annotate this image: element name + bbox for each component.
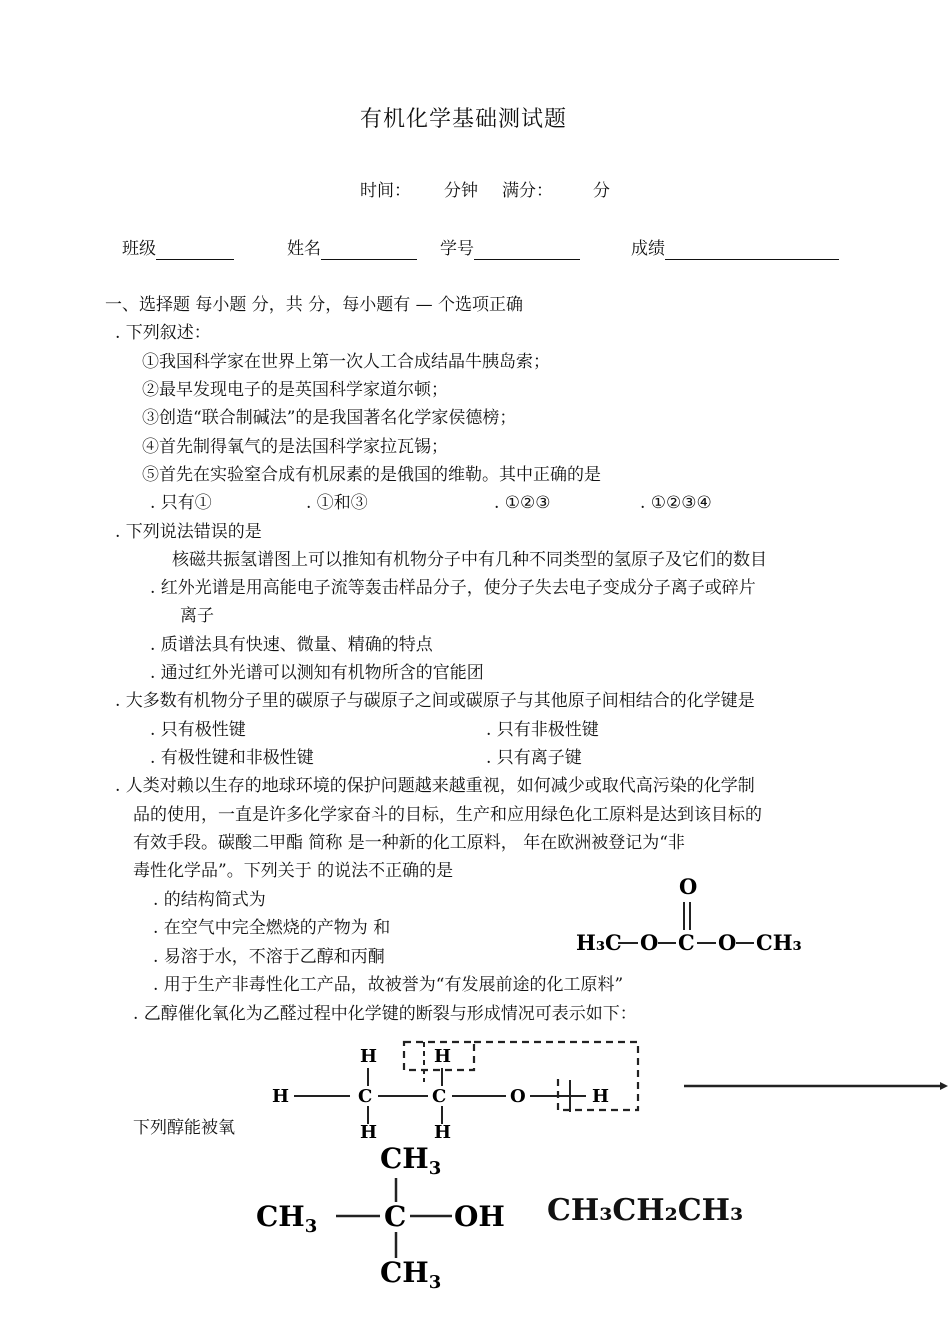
propane-formula: CH₃CH₂CH₃ <box>547 1193 744 1228</box>
id-field[interactable] <box>474 239 580 260</box>
q2-option-d[interactable]: . 通过红外光谱可以测知有机物所含的官能团 <box>150 663 484 683</box>
carbonyl-carbon: C <box>678 930 695 955</box>
q3-option-d[interactable]: . 只有离子键 <box>486 748 582 768</box>
q5-followup: 下列醇能被氧 <box>133 1118 235 1138</box>
name-label: 姓名 <box>287 239 321 259</box>
page-title: 有机化学基础测试题 <box>360 107 568 132</box>
h-atom: H <box>592 1086 610 1107</box>
methyl-bottom: $CH_3$ <box>380 1256 442 1290</box>
score-label: 成绩 <box>631 239 665 259</box>
q3-option-b[interactable]: . 只有非极性键 <box>486 720 599 740</box>
q4-stem: 有效手段。碳酸二甲酯 简称 是一种新的化工原料， 年在欧洲被登记为“非 <box>133 833 685 853</box>
q2-option-b-cont: 离子 <box>180 606 214 626</box>
methyl-top: $CH_3$ <box>380 1142 442 1179</box>
q2-stem: . 下列说法错误的是 <box>115 522 262 542</box>
section-heading: 一、选择题 每小题 分，共 分，每小题有 — 个选项正确 <box>105 295 524 315</box>
q2-option-a[interactable]: 核磁共振氢谱图上可以推知有机物分子中有几种不同类型的氢原子及它们的数目 <box>172 550 767 570</box>
ester-oxygen-right: O <box>718 930 737 955</box>
score-field[interactable] <box>665 239 839 260</box>
q1-option-a[interactable]: . 只有① <box>150 493 212 513</box>
score-row <box>631 238 839 260</box>
q1-option-d[interactable]: . ①②③④ <box>640 493 712 513</box>
q2-option-c[interactable]: . 质谱法具有快速、微量、精确的特点 <box>150 635 433 655</box>
dimethyl-carbonate-structure <box>572 872 802 972</box>
minutes-label: 分钟 <box>444 181 478 201</box>
o-atom: O <box>510 1086 526 1107</box>
ester-oxygen-left: O <box>640 930 659 955</box>
q3-stem: . 大多数有机物分子里的碳原子与碳原子之间或碳原子与其他原子间相结合的化学键是 <box>115 691 755 711</box>
q1-item: ⑤首先在实验窒合成有机尿素的是俄国的维勒。其中正确的是 <box>142 465 601 485</box>
points-label: 分 <box>593 181 610 201</box>
q4-option-b[interactable]: . 在空气中完全燃烧的产物为 和 <box>153 918 391 938</box>
class-label: 班级 <box>122 239 156 259</box>
right-methyl: CH₃ <box>756 930 802 955</box>
id-label: 学号 <box>440 239 474 259</box>
c-atom: C <box>358 1086 373 1107</box>
name-row <box>287 238 417 260</box>
q1-stem: . 下列叙述： <box>115 323 211 343</box>
hydroxyl-group: OH <box>454 1200 505 1233</box>
q5-stem: . 乙醇催化氧化为乙醛过程中化学键的断裂与形成情况可表示如下： <box>133 1004 637 1024</box>
h-atom: H <box>360 1046 378 1067</box>
q4-option-a[interactable]: . 的结构简式为 <box>153 890 266 910</box>
h-atom: H <box>434 1046 452 1067</box>
left-methyl: H₃C <box>576 930 622 955</box>
q1-option-b[interactable]: . ①和③ <box>306 493 368 513</box>
q1-item: ②最早发现电子的是英国科学家道尔顿； <box>142 380 448 400</box>
carbonyl-oxygen: O <box>679 874 698 899</box>
q4-stem: . 人类对赖以生存的地球环境的保护问题越来越重视，如何减少或取代高污染的化学制 <box>115 776 755 796</box>
full-score-label: 满分： <box>502 181 553 201</box>
q4-option-c[interactable]: . 易溶于水，不溶于乙醇和丙酮 <box>153 947 385 967</box>
q1-item: ③创造“联合制碱法”的是我国著名化学家侯德榜； <box>142 408 517 428</box>
id-row <box>440 238 580 260</box>
time-label: 时间： <box>360 181 411 201</box>
methyl-left: $CH_3$ <box>256 1200 318 1237</box>
q2-option-b[interactable]: . 红外光谱是用高能电子流等轰击样品分子，使分子失去电子变成分子离子或碎片 <box>150 578 756 598</box>
h-atom: H <box>360 1122 378 1143</box>
c-atom: C <box>432 1086 447 1107</box>
h-atom: H <box>272 1086 290 1107</box>
quaternary-carbon: C <box>384 1200 407 1233</box>
class-field[interactable] <box>156 239 234 260</box>
h-atom: H <box>434 1122 452 1143</box>
q3-option-a[interactable]: . 只有极性键 <box>150 720 246 740</box>
tert-butanol-structure <box>252 1140 532 1290</box>
q3-option-c[interactable]: . 有极性键和非极性键 <box>150 748 314 768</box>
q4-option-d[interactable]: . 用于生产非毒性化工产品，故被誉为“有发展前途的化工原料” <box>153 975 624 995</box>
ethanol-bond-diagram <box>268 1038 948 1148</box>
dashed-box-oh <box>474 1042 638 1110</box>
q4-stem: 毒性化学品”。下列关于 的说法不正确的是 <box>133 861 454 881</box>
name-field[interactable] <box>321 239 417 260</box>
q1-item: ①我国科学家在世界上第一次人工合成结晶牛胰岛索； <box>142 352 550 372</box>
q1-option-c[interactable]: . ①②③ <box>494 493 551 513</box>
q4-stem: 品的使用，一直是许多化学家奋斗的目标，生产和应用绿色化工原料是达到该目标的 <box>133 805 762 825</box>
student-info-row <box>122 238 234 260</box>
q1-item: ④首先制得氧气的是法国科学家拉瓦锡； <box>142 437 448 457</box>
